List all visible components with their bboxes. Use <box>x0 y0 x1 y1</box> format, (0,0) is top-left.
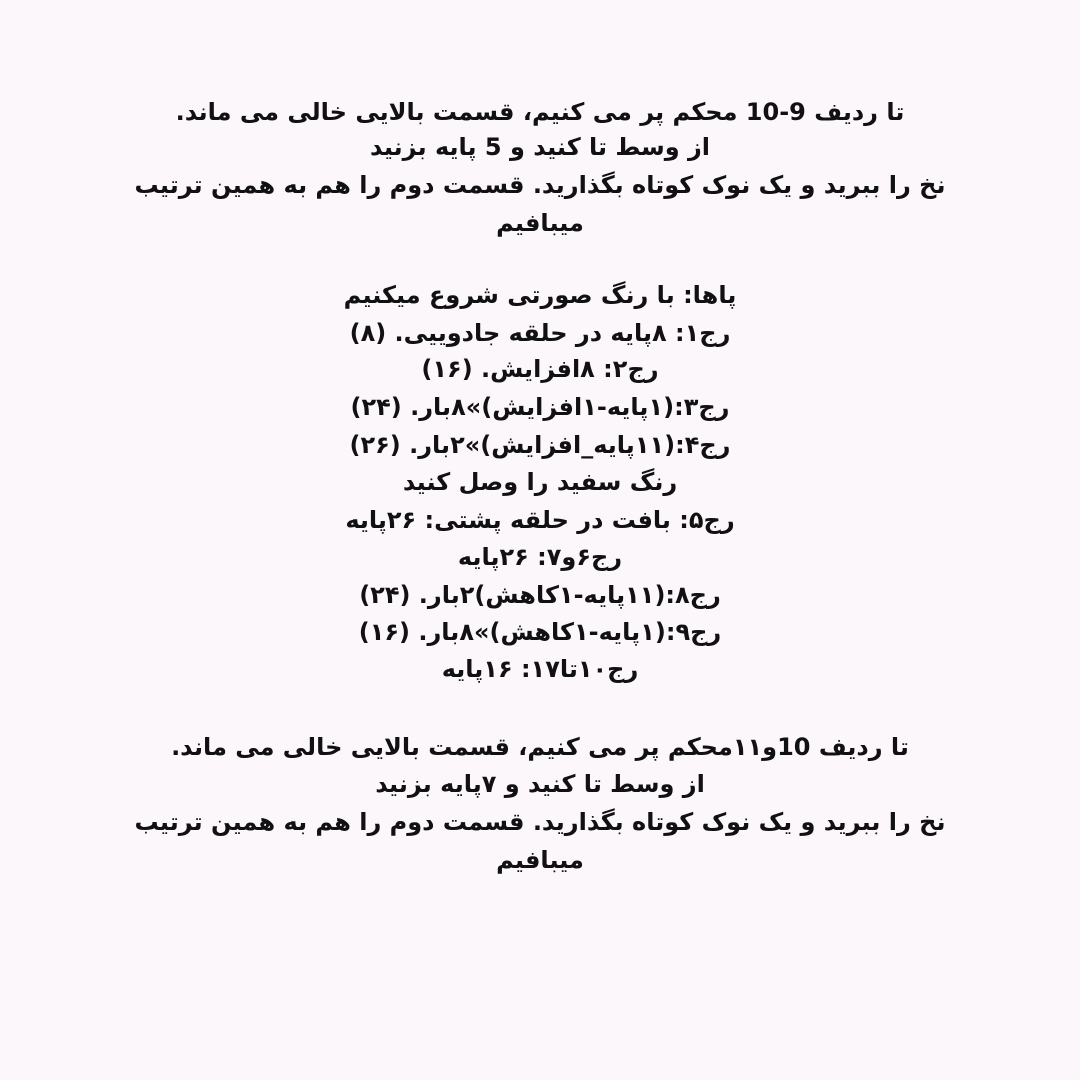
section1-line-3: نخ را ببرید و یک نوک کوتاه بگذارید. قسمت دوم را هم به همین ترتیب <box>134 171 946 199</box>
legs-row-6: رج۵: بافت در حلقه پشتی: ۲۶پایه <box>345 506 735 534</box>
legs-row-4: رج۴:(۱۱پایه_افزایش)»۲بار. (۲۶) <box>349 431 731 459</box>
section1-line-2: از وسط تا کنید و 5 پایه بزنید <box>369 133 711 161</box>
section2-line-1: تا ردیف 10و۱۱محکم پر می کنیم، قسمت بالایی خالی می ماند. <box>171 733 909 761</box>
legs-row-10: رج۱۰تا۱۷: ۱۶پایه <box>441 655 639 683</box>
legs-row-7: رج۶و۷: ۲۶پایه <box>457 543 623 571</box>
legs-row-9: رج۹:(۱پایه-۱کاهش)»۸بار. (۱۶) <box>358 618 722 646</box>
section1-line-1: تا ردیف 9-10 محکم پر می کنیم، قسمت بالایی خالی می ماند. <box>175 98 905 126</box>
legs-row-3: رج۳:(۱پایه-۱افزایش)»۸بار. (۲۴) <box>350 393 730 421</box>
section2-line-2: از وسط تا کنید و ۷پایه بزنید <box>375 770 705 798</box>
legs-row-8: رج۸:(۱۱پایه-۱کاهش)۲بار. (۲۴) <box>359 581 721 609</box>
legs-heading: پاها: با رنگ صورتی شروع میکنیم <box>343 281 737 309</box>
legs-row-1: رج۱: ۸پایه در حلقه جادوییی. (۸) <box>349 319 731 347</box>
legs-row-2: رج۲: ۸افزایش. (۱۶) <box>421 355 659 383</box>
section2-line-3: نخ را ببرید و یک نوک کوتاه بگذارید. قسمت دوم را هم به همین ترتیب <box>134 808 946 836</box>
legs-row-5: رنگ سفید را وصل کنید <box>402 468 678 496</box>
section1-line-4: میبافیم <box>496 209 584 237</box>
section2-line-4: میبافیم <box>496 846 584 874</box>
